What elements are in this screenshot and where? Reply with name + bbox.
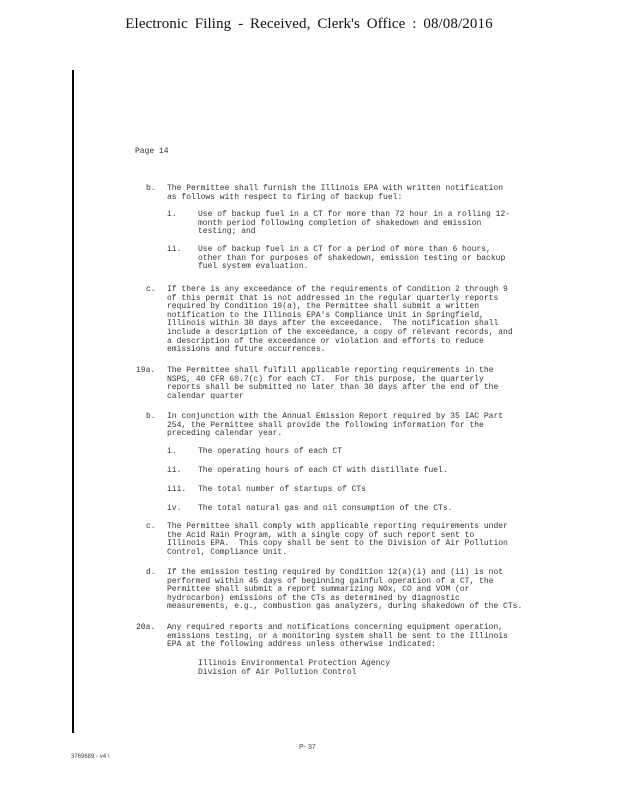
paragraph-text: The Permittee shall furnish the Illinois EPA with written notification as follows with respect to firing of backup fuel:: [167, 184, 504, 202]
paragraph-text: If the emission testing required by Condition 12(a)(i) and (ii) is not performed within 45 days of beginning gainful operation of a CT, the Permittee shall submit a report summarizing NOx, CO and VOM (or hydrocarbon) emissions of the CTs as determined by diagnostic measurements, e.g., combustion gas analyzers, during shakedown of the CTs.: [167, 568, 523, 612]
agency-address: Illinois Environmental Protection Agency Division of Air Pollution Control: [198, 659, 391, 677]
paragraph-text: The total natural gas and oil consumption of the CTs.: [198, 504, 453, 513]
paragraph-text: The Permittee shall fulfill applicable reporting requirements in the NSPS, 40 CFR 60.7(c) for each CT. For this purpose, the quarterly reports shall be submitted no later than 30 days after the end of the calendar quarter: [167, 366, 499, 401]
paragraph-number: i.: [167, 447, 177, 456]
paragraph-text: If there is any exceedance of the requirements of Condition 2 through 9 of this permit that is not addressed in the regular quarterly reports required by Condition 19(a), the Permittee shall submit a written notification to the Illinois EPA's Compliance Unit in Springfield, Illinois within 30 days after the exceedance. The notification shall include a description of the exceedance, a copy of relevant records, and a description of the exceedance or violation and efforts to reduce emissions and future occurrences.: [167, 285, 513, 355]
paragraph-text: Any required reports and notifications concerning equipment operation, emissions testing, or a monitoring system shall be sent to the Illinois EPA at the following address unless otherwise indicated:: [167, 623, 508, 650]
page-label: Page 14: [135, 147, 169, 156]
paragraph-number: b.: [146, 412, 156, 421]
filing-stamp-header: Electronic Filing - Received, Clerk's Office : 08/08/2016: [125, 16, 493, 32]
paragraph-number: ii.: [167, 466, 182, 475]
paragraph-text: The operating hours of each CT: [198, 447, 343, 456]
paragraph-text: The total number of startups of CTs: [198, 485, 367, 494]
paragraph-text: Use of backup fuel in a CT for more than 72 hour in a rolling 12- month period following completion of shakedown and emission testing; and: [198, 210, 511, 237]
paragraph-number: 19a.: [136, 366, 156, 375]
page-number: P- 37: [299, 744, 316, 751]
paragraph-number: c.: [146, 285, 156, 294]
paragraph-number: 20a.: [136, 623, 156, 632]
paragraph-number: iv.: [167, 504, 182, 513]
paragraph-number: ii.: [167, 245, 182, 254]
paragraph-text: In conjunction with the Annual Emission Report required by 35 IAC Part 254, the Permittee shall provide the following information for the preceding calendar year.: [167, 412, 504, 439]
document-id: 3769689 - v4 \: [71, 754, 110, 760]
paragraph-number: d.: [146, 568, 156, 577]
paragraph-text: The Permittee shall comply with applicable reporting requirements under the Acid Rain Program, with a single copy of such report sent to Illinois EPA. This copy shall be sent to the Division of Air Pollution Control, Compliance Unit.: [167, 522, 508, 557]
paragraph-number: b.: [146, 184, 156, 193]
paragraph-number: i.: [167, 210, 177, 219]
paragraph-text: The operating hours of each CT with distillate fuel.: [198, 466, 448, 475]
paragraph-number: iii.: [167, 485, 187, 494]
paragraph-text: Use of backup fuel in a CT for a period of more than 6 hours, other than for purposes of shakedown, emission testing or backup fuel system evaluation.: [198, 245, 506, 272]
paragraph-number: c.: [146, 522, 156, 531]
